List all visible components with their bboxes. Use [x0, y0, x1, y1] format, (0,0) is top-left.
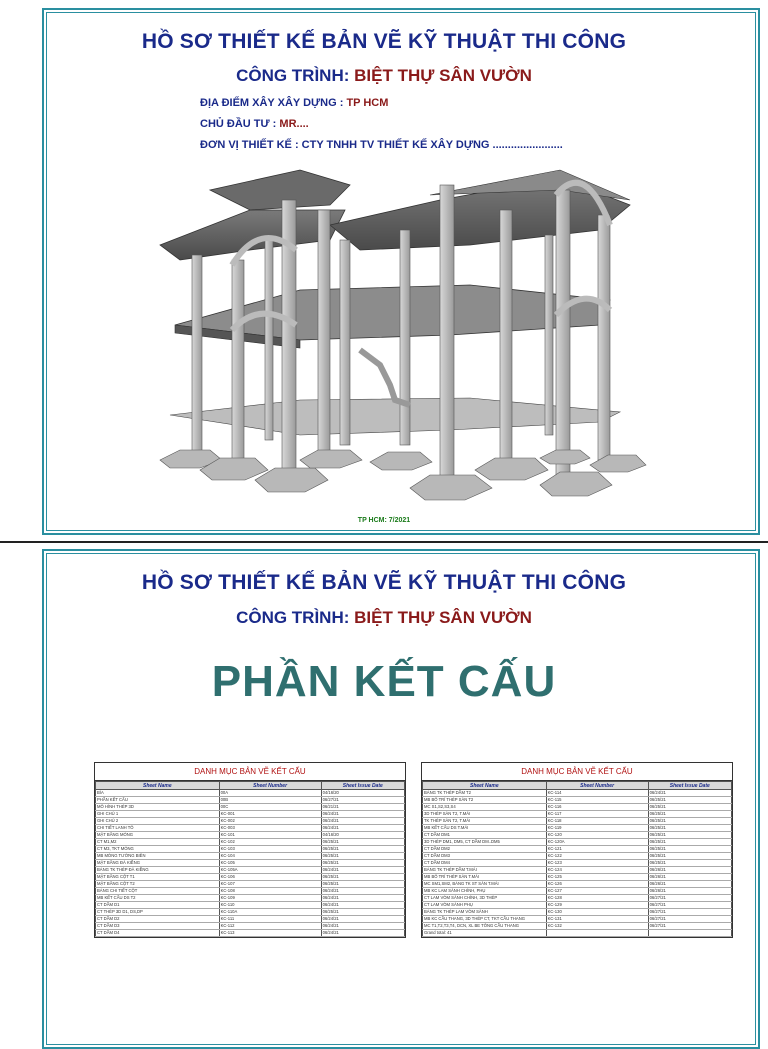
table-left-body — [96, 790, 405, 937]
sheet-number-cell: KC-002 — [219, 818, 321, 825]
location-value: TP HCM — [346, 97, 389, 109]
table-row — [96, 881, 405, 888]
owner-value: MR.... — [279, 118, 309, 130]
sheet-date-cell: 06/25/21 — [321, 874, 404, 881]
table-row — [423, 881, 732, 888]
sheet-date-cell: 06/25/21 — [648, 818, 731, 825]
sheet-date-cell: 06/25/21 — [648, 839, 731, 846]
sheet-name-cell: MÔ HÌNH THÉP 3D — [96, 804, 220, 811]
sheet-number-cell: KC-102 — [219, 839, 321, 846]
sheet-name-cell: GHI CHÚ 1 — [96, 811, 220, 818]
table-row — [96, 909, 405, 916]
sheet-number-cell: KC-127 — [546, 888, 648, 895]
sheet-date-cell: 06/25/21 — [648, 860, 731, 867]
sheet-number-cell: KC-113 — [219, 930, 321, 937]
sheet-number-cell: KC-126 — [546, 881, 648, 888]
sheet-name-cell: TK THÉP SÀN T2, T.MÁI — [423, 818, 547, 825]
sheet-name-cell: BẢNG TK THÉP ĐÀ KIỀNG — [96, 867, 220, 874]
sheet-number-cell: KC-107 — [219, 881, 321, 888]
sheet-date-cell: 06/25/21 — [648, 797, 731, 804]
sheet-date-cell: 06/25/21 — [648, 853, 731, 860]
table-row — [423, 860, 732, 867]
sheet-name-cell: CT DẦM D3 — [96, 923, 220, 930]
sheet-name-cell: BẢNG TK THÉP DẦM T2 — [423, 790, 547, 797]
sheet-date-cell: 06/25/21 — [648, 846, 731, 853]
location-label: ĐỊA ĐIỂM XÂY XÂY DỰNG : — [200, 97, 344, 109]
sheet-name-cell: 3D THÉP SÀN T2, T.MÁI — [423, 811, 547, 818]
sheet-number-cell: KC-121 — [546, 846, 648, 853]
sheet-name-cell: MB BỐ TRÍ THÉP SÀN T2 — [423, 797, 547, 804]
sheet-date-cell: 06/27/21 — [648, 895, 731, 902]
sheet-name-cell: PHẦN KẾT CẤU — [96, 797, 220, 804]
location-line — [200, 97, 388, 109]
sheet-number-cell: KC-115 — [546, 797, 648, 804]
table-row — [423, 909, 732, 916]
sheet-date-cell: 06/24/21 — [321, 811, 404, 818]
sheet-date-cell: 06/25/21 — [321, 853, 404, 860]
table-row — [96, 895, 405, 902]
sheet-date-cell: 04/16/20 — [321, 790, 404, 797]
sheet-name-cell: CT DẦM DM4 — [423, 860, 547, 867]
sheet-number-cell: 00A — [219, 790, 321, 797]
table-row — [96, 860, 405, 867]
table-row — [423, 923, 732, 930]
table-row — [423, 930, 732, 937]
sheet-number-cell: KC-132 — [546, 923, 648, 930]
sheet-name-cell: CT M1,M2 — [96, 839, 220, 846]
sheet-number-cell: KC-124 — [546, 867, 648, 874]
sheet-name-cell: MẶT BẰNG CỘT T1 — [96, 874, 220, 881]
sheet-date-cell: 06/26/21 — [648, 888, 731, 895]
sheet-name-cell: CT THÉP 3D D1, DS,DP — [96, 909, 220, 916]
sheet-name-cell: CT DẦM D2 — [96, 916, 220, 923]
sheet-number-cell: KC-122 — [546, 853, 648, 860]
sheet-name-cell: CT DẦM DM1 — [423, 832, 547, 839]
sheet-number-cell: KC-123 — [546, 860, 648, 867]
table-row — [96, 902, 405, 909]
sheet-date-cell: 06/24/21 — [321, 916, 404, 923]
sheet-number-cell: KC-118 — [546, 818, 648, 825]
sheet-name-cell: MẶT BẰNG ĐÀ KIỀNG — [96, 860, 220, 867]
sheet-name-cell: BÌA — [96, 790, 220, 797]
table-right-body — [423, 790, 732, 937]
table-row — [423, 916, 732, 923]
table-row — [96, 832, 405, 839]
table-row — [423, 902, 732, 909]
section-page-title: HỒ SƠ THIẾT KẾ BẢN VẼ KỸ THUẬT THI CÔNG — [141, 571, 627, 594]
sheet-number-cell: KC-128 — [546, 895, 648, 902]
sheet-name-cell: CT LAM VÒM SÀNH PHỤ — [423, 902, 547, 909]
table-row — [96, 923, 405, 930]
sheet-name-cell: BẢNG CHI TIẾT CỘT — [96, 888, 220, 895]
table-row — [423, 811, 732, 818]
sheet-date-cell: 06/24/21 — [321, 902, 404, 909]
sheet-date-cell: 06/26/21 — [648, 874, 731, 881]
sheet-number-cell: KC-104 — [219, 853, 321, 860]
table-right-title: DANH MỤC BẢN VẼ KẾT CẤU — [422, 763, 732, 781]
sheet-name-cell: 3D THÉP DM1, DM5, CT DẦM DM..DM5 — [423, 839, 547, 846]
sheet-number-cell: KC-116 — [546, 804, 648, 811]
table-row — [96, 916, 405, 923]
table-right-header-number: Sheet Number — [546, 782, 648, 790]
table-row — [423, 804, 732, 811]
sheet-name-cell: MB KC CẦU THANG, 3D THÉP CT, TKT CẦU THANG — [423, 916, 547, 923]
drawing-list-table-left — [94, 762, 406, 938]
table-row — [96, 825, 405, 832]
table-row — [423, 825, 732, 832]
sheet-number-cell: KC-131 — [546, 916, 648, 923]
sheet-number-cell: KC-114 — [546, 790, 648, 797]
sheet-date-cell: 06/25/21 — [648, 832, 731, 839]
sheet-date-cell: 06/24/21 — [321, 930, 404, 937]
table-row — [423, 797, 732, 804]
sheet-number-cell: KC-129 — [546, 902, 648, 909]
sheet-number-cell: KC-108 — [219, 888, 321, 895]
sheet-name-cell: MB KC LAM SÀNH CHÍNH, PHỤ — [423, 888, 547, 895]
sheet-name-cell: CT DẦM D4 — [96, 930, 220, 937]
designer-label: ĐƠN VỊ THIẾT KẾ : CTY TNHH TV THIẾT KẾ XÂY DỰNG ....................... — [200, 139, 563, 151]
sheet-name-cell: MB KẾT CẤU DS T2 — [96, 895, 220, 902]
sheet-name-cell: MB KẾT CẤU DS T.MÁI — [423, 825, 547, 832]
sheet-date-cell — [648, 930, 731, 937]
sheet-number-cell: KC-117 — [546, 811, 648, 818]
table-row — [96, 839, 405, 846]
sheet-date-cell: 06/25/21 — [321, 839, 404, 846]
sheet-number-cell: KC-130 — [546, 909, 648, 916]
table-row — [96, 867, 405, 874]
cover-date: TP HCM: 7/2021 — [357, 517, 411, 524]
sheet-name-cell: CT DẦM DM3 — [423, 853, 547, 860]
table-row — [96, 853, 405, 860]
section-project — [0, 608, 768, 628]
table-row — [96, 888, 405, 895]
table-row — [423, 895, 732, 902]
sheet-date-cell: 06/24/21 — [321, 867, 404, 874]
sheet-name-cell: MC T1,T2,T3,T4, DCN, XL BE TÔNG CẦU THANG — [423, 923, 547, 930]
sheet-name-cell: MC SM1,SM2, BẢNG TK ST SÀN T.MÁI — [423, 881, 547, 888]
sheet-date-cell: 06/25/21 — [321, 881, 404, 888]
sheet-number-cell: KC-103 — [219, 846, 321, 853]
table-row — [96, 804, 405, 811]
project-label: CÔNG TRÌNH: — [236, 66, 350, 85]
sheet-number-cell: KC-120 — [546, 832, 648, 839]
sheet-name-cell: BẢNG TK THÉP DẦM T.MÁI — [423, 867, 547, 874]
sheet-date-cell: 06/24/21 — [321, 888, 404, 895]
sheet-number-cell: KC-109 — [219, 895, 321, 902]
sheet-name-cell: CT M3, TKT MÓNG — [96, 846, 220, 853]
sheet-number-cell: KC-105A — [219, 867, 321, 874]
sheet-name-cell: CHI TIẾT LANH TÔ — [96, 825, 220, 832]
sheet-date-cell: 06/25/21 — [321, 846, 404, 853]
sheet-number-cell: KC-003 — [219, 825, 321, 832]
page-divider — [0, 541, 768, 543]
table-row — [423, 818, 732, 825]
sheet-date-cell: 06/25/21 — [648, 811, 731, 818]
sheet-number-cell — [546, 930, 648, 937]
table-row — [423, 867, 732, 874]
sheet-number-cell: KC-112 — [219, 923, 321, 930]
sheet-number-cell: KC-110 — [219, 902, 321, 909]
sheet-date-cell: 06/27/21 — [648, 923, 731, 930]
section-heading: PHẦN KẾT CẤU — [211, 657, 557, 706]
sheet-number-cell: KC-119 — [546, 825, 648, 832]
table-left-header-name: Sheet Name — [96, 782, 220, 790]
sheet-date-cell: 06/27/21 — [648, 909, 731, 916]
cover-title: HỒ SƠ THIẾT KẾ BẢN VẼ KỸ THUẬT THI CÔNG — [141, 30, 627, 53]
section-project-label: CÔNG TRÌNH: — [236, 608, 350, 627]
sheet-name-cell: MC S1,S2,S3,S4 — [423, 804, 547, 811]
owner-label: CHỦ ĐẦU TƯ : — [200, 118, 277, 130]
sheet-name-cell: MB MÓNG TƯỜNG BIÊN — [96, 853, 220, 860]
table-row — [96, 846, 405, 853]
sheet-number-cell: 00B — [219, 797, 321, 804]
sheet-name-cell: GHI CHÚ 2 — [96, 818, 220, 825]
sheet-name-cell: CT DẦM DM2 — [423, 846, 547, 853]
sheet-number-cell: KC-105 — [219, 860, 321, 867]
sheet-number-cell: KC-125 — [546, 874, 648, 881]
table-row — [96, 811, 405, 818]
sheet-date-cell: 06/26/21 — [648, 881, 731, 888]
table-left-header-number: Sheet Number — [219, 782, 321, 790]
sheet-date-cell: 06/24/21 — [321, 923, 404, 930]
section-project-value: BIỆT THỰ SÂN VƯỜN — [354, 608, 532, 627]
sheet-date-cell: 06/24/21 — [648, 790, 731, 797]
table-row — [423, 888, 732, 895]
table-row — [96, 797, 405, 804]
sheet-date-cell: 06/25/21 — [321, 909, 404, 916]
table-row — [423, 839, 732, 846]
table-row — [96, 818, 405, 825]
sheet-number-cell: KC-101 — [219, 832, 321, 839]
sheet-number-cell: KC-110A — [219, 909, 321, 916]
table-right-header-date: Sheet Issue Date — [648, 782, 731, 790]
sheet-date-cell: 06/27/21 — [321, 797, 404, 804]
table-row — [423, 846, 732, 853]
sheet-name-cell: BẢNG TK THÉP LAM VÒM SÀNH — [423, 909, 547, 916]
table-row — [423, 832, 732, 839]
sheet-name-cell: MB BỐ TRÍ THÉP SÀN T.MÁI — [423, 874, 547, 881]
sheet-date-cell: 06/27/21 — [648, 902, 731, 909]
table-row — [423, 853, 732, 860]
sheet-date-cell: 06/25/21 — [648, 804, 731, 811]
table-right-header-name: Sheet Name — [423, 782, 547, 790]
sheet-date-cell: 06/25/21 — [648, 825, 731, 832]
owner-line — [200, 118, 309, 130]
sheet-date-cell: 06/24/21 — [321, 895, 404, 902]
table-row — [423, 874, 732, 881]
sheet-date-cell: 06/24/21 — [321, 825, 404, 832]
sheet-number-cell: KC-106 — [219, 874, 321, 881]
sheet-name-cell: CT DẦM D1 — [96, 902, 220, 909]
sheet-number-cell: 00C — [219, 804, 321, 811]
sheet-number-cell: KC-001 — [219, 811, 321, 818]
structure-section-page — [0, 545, 768, 1024]
sheet-number-cell: KC-111 — [219, 916, 321, 923]
sheet-name-cell: MẶT BẰNG CỘT T2 — [96, 881, 220, 888]
sheet-date-cell: 06/27/21 — [648, 916, 731, 923]
sheet-number-cell: KC-120A — [546, 839, 648, 846]
table-row — [423, 790, 732, 797]
cover-project — [0, 66, 768, 86]
sheet-name-cell: MẶT BẰNG MÓNG — [96, 832, 220, 839]
table-row — [96, 874, 405, 881]
sheet-name-cell: Grand total: 41 — [423, 930, 547, 937]
structure-3d-model-image — [0, 150, 768, 510]
drawing-list-table-right — [421, 762, 733, 938]
project-value: BIỆT THỰ SÂN VƯỜN — [354, 66, 532, 85]
sheet-date-cell: 06/26/21 — [648, 867, 731, 874]
sheet-date-cell: 06/24/21 — [321, 818, 404, 825]
table-row — [96, 790, 405, 797]
table-left-header-date: Sheet Issue Date — [321, 782, 404, 790]
sheet-name-cell: CT LAM VÒM SÀNH CHÍNH, 3D THÉP — [423, 895, 547, 902]
sheet-date-cell: 06/21/21 — [321, 804, 404, 811]
table-row — [96, 930, 405, 937]
table-left-title: DANH MỤC BẢN VẼ KẾT CẤU — [95, 763, 405, 781]
sheet-date-cell: 06/25/21 — [321, 860, 404, 867]
sheet-date-cell: 04/16/20 — [321, 832, 404, 839]
